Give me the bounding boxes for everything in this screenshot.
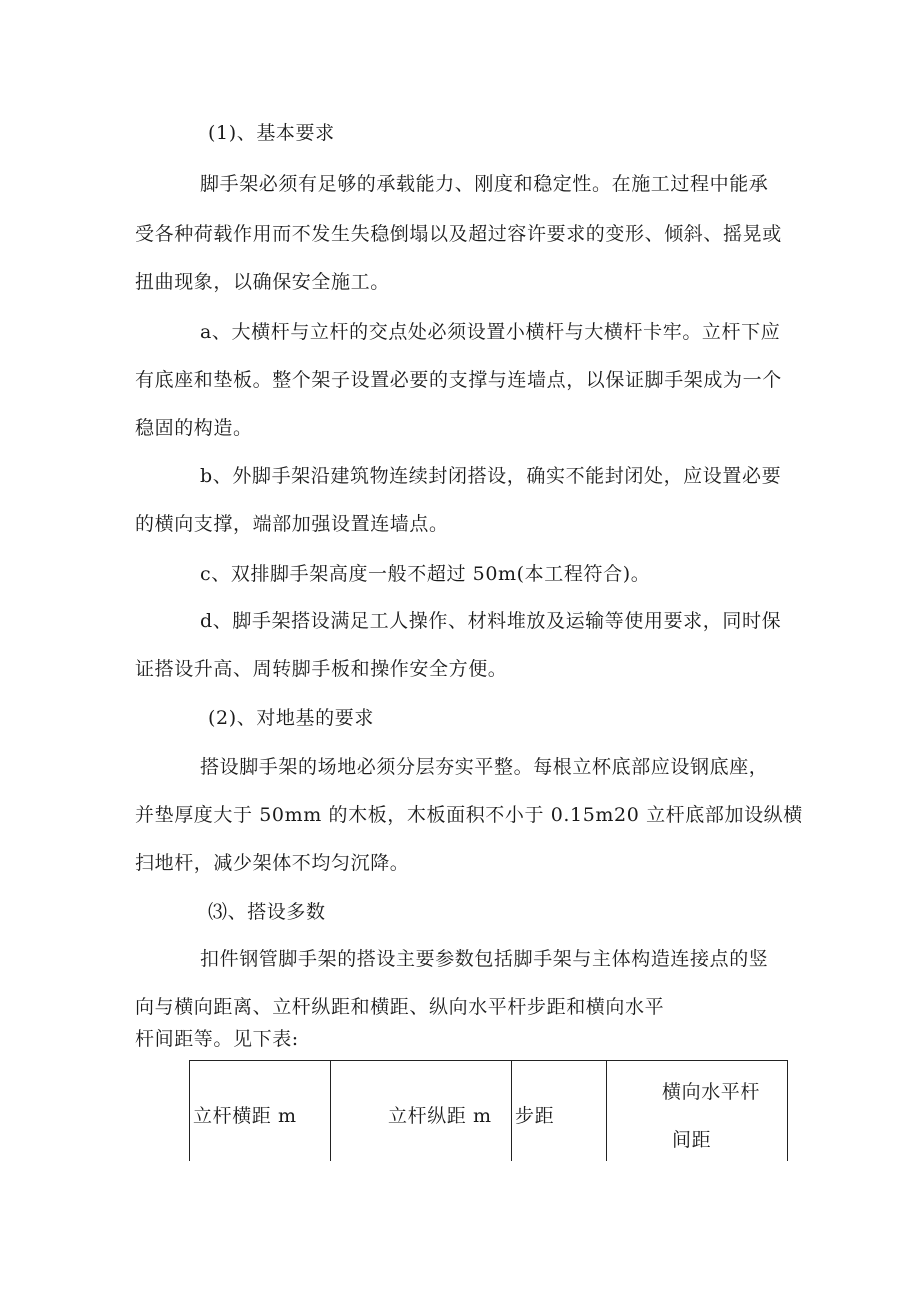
table-header-row [190,1061,788,1161]
paragraph-line: 有底座和垫板。整个架子设置必要的支撑与连墙点，以保证脚手架成为一个 [135,369,782,391]
header-pole-transverse-spacing: 立杆横距 m [193,1105,297,1127]
paragraph-line: 扣件钢管脚手架的搭设主要参数包括脚手架与主体构造连接点的竖 [200,948,769,970]
paragraph-line: 搭设脚手架的场地必须分层夯实平整。每根立杯底部应设钢底座， [200,756,769,778]
paragraph-line: b、外脚手架沿建筑物连续封闭搭设，确实不能封闭处，应设置必要 [200,465,782,487]
parameters-table [189,1060,788,1161]
paragraph-line: 扭曲现象，以确保安全施工。 [135,271,390,293]
section-heading-basic-requirements: (1)、基本要求 [208,122,335,144]
table-header-cell [512,1061,607,1161]
table-header-cell [607,1061,788,1161]
paragraph-line: 杆间距等。见下表: [135,1028,299,1050]
paragraph-line: a、大横杆与立杆的交点处必须设置小横杆与大横杆卡牢。立杆下应 [200,321,781,343]
section-heading-foundation-requirements: (2)、对地基的要求 [208,707,374,729]
paragraph-line: 证搭设升高、周转脚手板和操作安全方便。 [135,658,508,680]
paragraph-line: 扫地杆，减少架体不均匀沉降。 [135,852,410,874]
table-header-cell [190,1061,331,1161]
paragraph-line: 脚手架必须有足够的承载能力、刚度和稳定性。在施工过程中能承 [200,173,769,195]
header-spacing: 间距 [672,1129,712,1151]
header-pole-longitudinal-spacing: 立杆纵距 m [388,1105,492,1127]
table-header-cell [331,1061,512,1161]
paragraph-line: 并垫厚度大于 50mm 的木板，木板面积不小于 0.15m20 立杆底部加设纵横 [135,804,803,826]
paragraph-line: 向与横向距离、立杆纵距和横距、纵向水平杆步距和横向水平 [135,996,665,1018]
header-transverse-bar: 横向水平杆 [662,1081,761,1103]
paragraph-line: d、脚手架搭设满足工人操作、材料堆放及运输等使用要求，同时保 [200,610,782,632]
paragraph-line: c、双排脚手架高度一般不超过 50m(本工程符合)。 [200,563,651,585]
paragraph-line: 的横向支撑，端部加强设置连墙点。 [135,513,449,535]
paragraph-line: 受各种荷载作用而不发生失稳倒塌以及超过容许要求的变形、倾斜、摇晃或 [135,223,782,245]
section-heading-erection-parameters: ⑶、搭设多数 [208,901,326,923]
paragraph-line: 稳固的构造。 [135,417,253,439]
header-step-distance: 步距 [515,1105,555,1127]
